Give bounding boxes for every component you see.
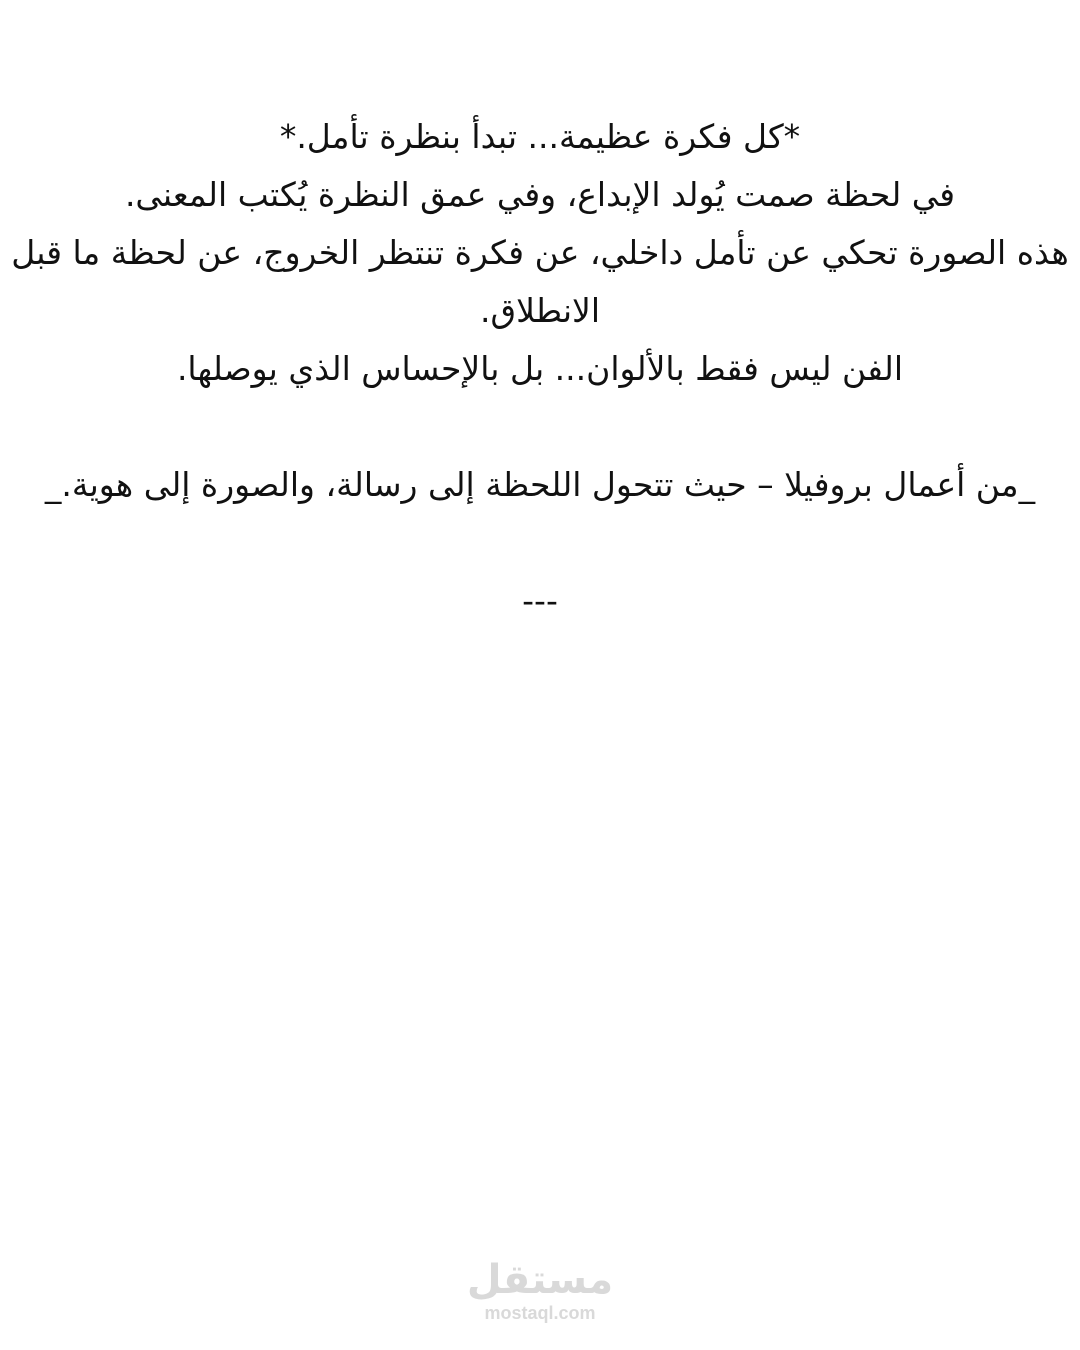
post-line-2: هذه الصورة تحكي عن تأمل داخلي، عن فكرة تنتظر الخروج، عن لحظة ما قبل الانطلاق. bbox=[11, 233, 1069, 330]
post-signature: _من أعمال بروفيلا – حيث تتحول اللحظة إلى رسالة، والصورة إلى هوية._ bbox=[44, 465, 1036, 504]
post-text bbox=[8, 108, 1072, 630]
mostaql-watermark bbox=[0, 1258, 1080, 1324]
separator: --- bbox=[522, 581, 558, 620]
watermark-logo: مستقل bbox=[466, 1257, 614, 1303]
watermark-url: mostaql.com bbox=[484, 1303, 596, 1323]
post-title: *كل فكرة عظيمة... تبدأ بنظرة تأمل.* bbox=[279, 117, 801, 156]
paragraph-gap bbox=[8, 398, 1072, 456]
post-line-3: الفن ليس فقط بالألوان... بل بالإحساس الذي يوصلها. bbox=[176, 349, 904, 388]
post-line-1: في لحظة صمت يُولد الإبداع، وفي عمق النظرة يُكتب المعنى. bbox=[124, 175, 956, 214]
